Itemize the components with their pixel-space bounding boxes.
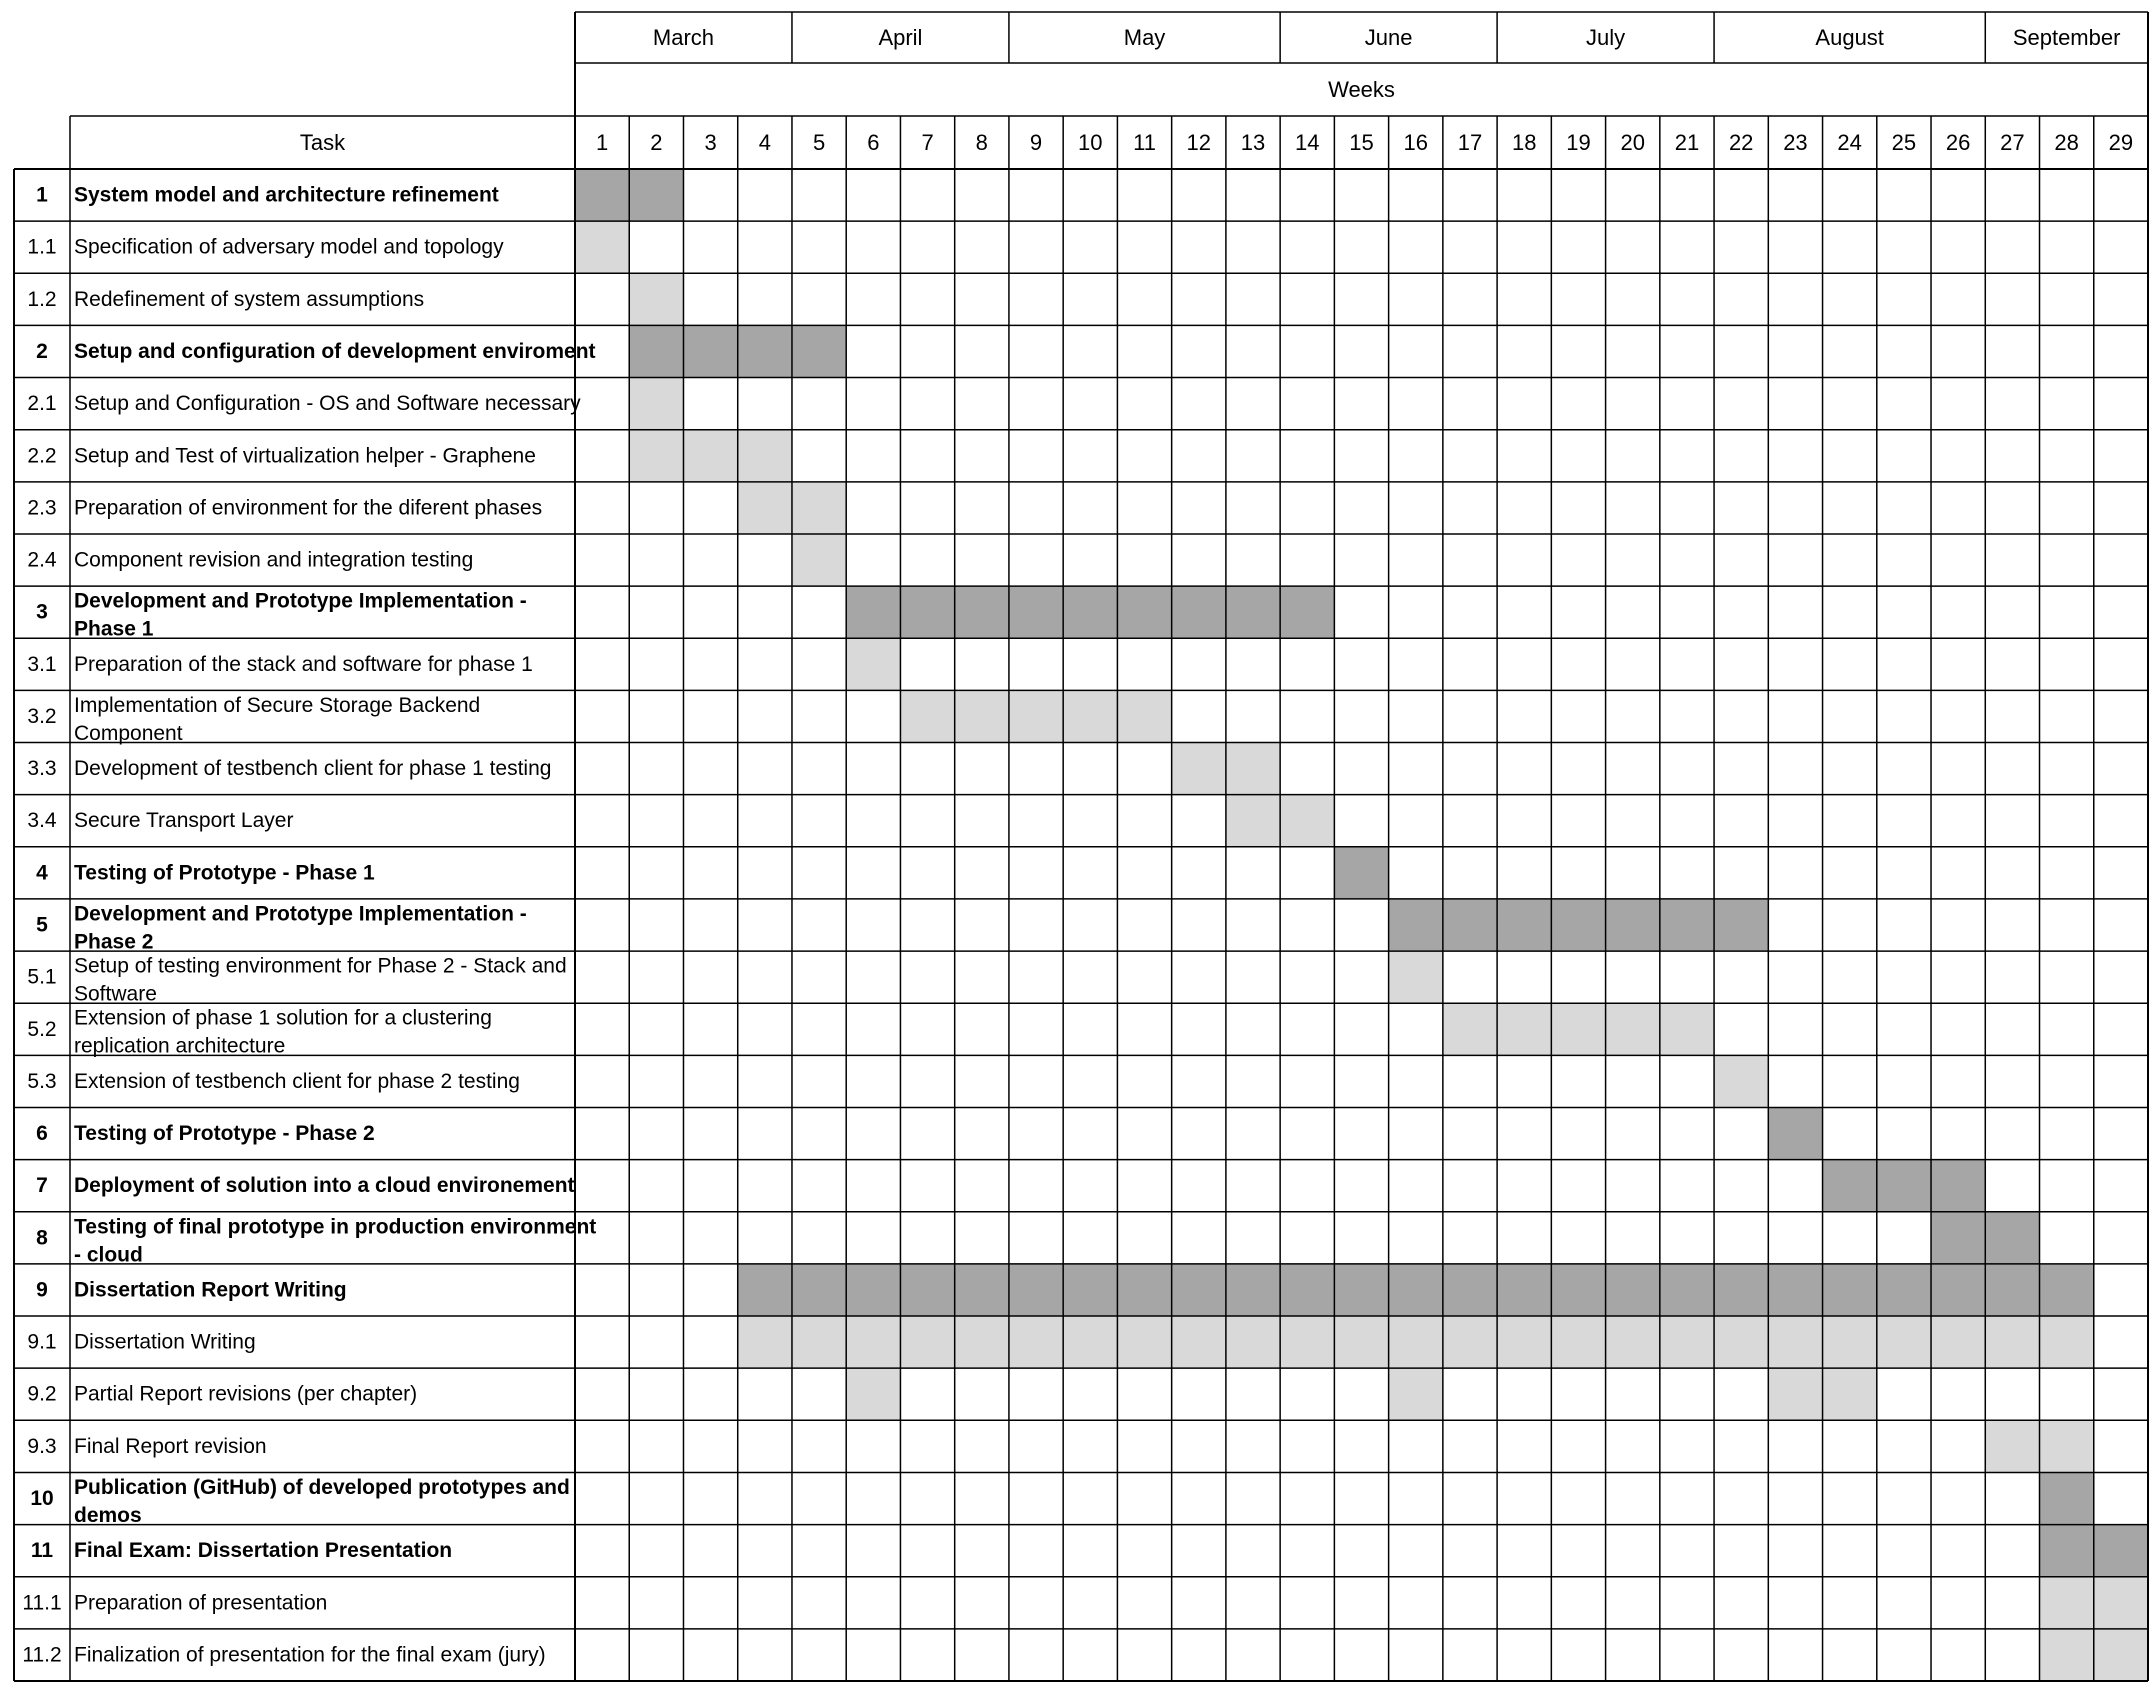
- task-number: 9.2: [27, 1382, 57, 1406]
- task-name: Setup and configuration of development enviroment: [74, 339, 596, 363]
- task-bar-4: [1334, 847, 1388, 899]
- week-number-label: 23: [1783, 130, 1808, 155]
- task-bar-9-2: [1389, 1368, 1443, 1420]
- task-number: 3.1: [27, 652, 57, 676]
- task-name: Implementation of Secure Storage Backend: [74, 693, 481, 717]
- weeks-label: Weeks: [1328, 77, 1395, 102]
- task-name-continued: Phase 2: [74, 930, 154, 954]
- week-number-label: 12: [1186, 130, 1212, 155]
- task-number: 5: [36, 913, 48, 937]
- week-number-label: 16: [1403, 130, 1428, 155]
- grid-layer: [14, 12, 2148, 1681]
- task-name: Preparation of presentation: [74, 1591, 328, 1615]
- task-name: Final Report revision: [74, 1434, 267, 1458]
- task-name: Setup and Test of virtualization helper - Graphene: [74, 444, 536, 468]
- task-bar-2-2: [629, 430, 792, 482]
- task-bar-9-2: [846, 1368, 900, 1420]
- task-name: Preparation of environment for the diferent phases: [74, 496, 543, 520]
- week-number-label: 8: [975, 130, 988, 155]
- week-number-label: 7: [921, 130, 934, 155]
- task-name-continued: replication architecture: [74, 1034, 286, 1058]
- task-bar-7: [1823, 1160, 1986, 1212]
- week-number-label: 29: [2108, 130, 2134, 155]
- task-bar-2-4: [792, 534, 846, 586]
- task-name: Component revision and integration testing: [74, 548, 474, 572]
- week-number-label: 24: [1837, 130, 1862, 155]
- month-label-september: September: [2012, 25, 2121, 50]
- task-bar-9: [738, 1264, 2094, 1316]
- task-name-continued: Component: [74, 721, 183, 745]
- week-number-label: 26: [1945, 130, 1971, 155]
- task-name-continued: - cloud: [74, 1243, 143, 1267]
- week-number-label: 20: [1620, 130, 1645, 155]
- task-number: 3.3: [27, 757, 57, 781]
- week-number-label: 11: [1133, 130, 1156, 155]
- task-bar-9-3: [1985, 1420, 2039, 1472]
- task-name: Development of testbench client for phase 1 testing: [74, 757, 552, 781]
- task-bar-9-3: [2040, 1420, 2094, 1472]
- week-number-label: 13: [1240, 130, 1266, 155]
- month-label-july: July: [1586, 25, 1626, 50]
- task-bar-1-1: [575, 221, 629, 273]
- week-number-label: 6: [867, 130, 880, 155]
- task-number: 3.4: [27, 809, 57, 833]
- task-number: 2: [36, 339, 48, 363]
- week-number-label: 9: [1029, 130, 1043, 155]
- task-name-continued: demos: [74, 1503, 142, 1527]
- task-number: 7: [36, 1174, 48, 1198]
- week-number-label: 1: [595, 130, 609, 155]
- task-number: 3: [36, 600, 48, 624]
- task-number: 11.1: [22, 1591, 62, 1615]
- task-number: 2.4: [27, 548, 57, 572]
- task-number: 10: [30, 1487, 54, 1511]
- task-bar-9-1: [738, 1316, 2094, 1368]
- task-name: System model and architecture refinement: [74, 183, 499, 207]
- task-column-label: Task: [299, 130, 346, 155]
- week-number-label: 10: [1078, 130, 1103, 155]
- month-label-june: June: [1364, 25, 1413, 50]
- task-bar-3-1: [846, 638, 900, 690]
- week-number-label: 18: [1511, 130, 1537, 155]
- task-name: Redefinement of system assumptions: [74, 287, 425, 311]
- task-bar-5-1: [1389, 951, 1443, 1003]
- week-number-label: 19: [1566, 130, 1591, 155]
- task-name-continued: Phase 1: [74, 617, 154, 641]
- week-number-label: 5: [812, 130, 826, 155]
- task-bar-6: [1768, 1107, 1822, 1159]
- task-number: 2.2: [27, 444, 57, 468]
- week-number-label: 4: [758, 130, 771, 155]
- week-number-label: 3: [704, 130, 717, 155]
- task-name: Extension of phase 1 solution for a clustering: [74, 1006, 492, 1030]
- task-name: Finalization of presentation for the final exam (jury): [74, 1643, 546, 1667]
- task-name: Development and Prototype Implementation -: [74, 902, 527, 926]
- task-number: 9: [36, 1278, 48, 1302]
- task-name: Specification of adversary model and topology: [74, 235, 504, 259]
- task-number: 2.3: [27, 496, 57, 520]
- task-number: 4: [36, 861, 48, 885]
- task-number: 5.2: [27, 1017, 57, 1041]
- week-number-label: 15: [1349, 130, 1374, 155]
- task-name: Dissertation Report Writing: [74, 1278, 347, 1302]
- task-name: Testing of Prototype - Phase 2: [74, 1122, 375, 1146]
- task-number: 11.2: [22, 1643, 62, 1667]
- task-number: 3.2: [27, 704, 57, 728]
- task-name: Setup of testing environment for Phase 2 - Stack and: [74, 954, 567, 978]
- week-number-label: 28: [2054, 130, 2079, 155]
- task-bar-5-3: [1714, 1055, 1768, 1107]
- week-number-label: 14: [1295, 130, 1320, 155]
- month-label-august: August: [1815, 25, 1884, 50]
- task-number: 9.3: [27, 1434, 57, 1458]
- task-name: Partial Report revisions (per chapter): [74, 1382, 418, 1406]
- task-name: Extension of testbench client for phase 2 testing: [74, 1069, 520, 1093]
- task-name: Deployment of solution into a cloud environement: [74, 1174, 575, 1198]
- task-number: 9.1: [27, 1330, 57, 1354]
- task-number: 8: [36, 1226, 48, 1250]
- bars-layer: [575, 169, 2148, 1681]
- task-bar-2-1: [629, 378, 683, 430]
- week-number-label: 25: [1891, 130, 1917, 155]
- task-name: Final Exam: Dissertation Presentation: [74, 1539, 453, 1563]
- week-number-label: 21: [1674, 130, 1700, 155]
- task-bar-5: [1389, 899, 1769, 951]
- task-bar-3-2: [900, 690, 1171, 742]
- task-bar-3: [846, 586, 1334, 638]
- task-number: 2.1: [27, 392, 57, 416]
- week-number-label: 17: [1457, 130, 1483, 155]
- task-name: Publication (GitHub) of developed prototypes and: [74, 1475, 570, 1499]
- task-name: Development and Prototype Implementation -: [74, 589, 527, 613]
- task-number: 5.1: [27, 965, 57, 989]
- week-number-label: 2: [650, 130, 663, 155]
- task-number: 1: [36, 183, 48, 207]
- task-number: 6: [36, 1122, 48, 1146]
- task-name: Secure Transport Layer: [74, 809, 294, 833]
- task-bar-10: [2040, 1472, 2094, 1524]
- task-name: Testing of final prototype in production environment: [74, 1215, 597, 1239]
- task-name: Dissertation Writing: [74, 1330, 256, 1354]
- month-label-april: April: [878, 25, 923, 50]
- week-number-label: 22: [1728, 130, 1754, 155]
- task-name: Preparation of the stack and software for phase 1: [74, 652, 533, 676]
- task-name-continued: Software: [74, 982, 157, 1006]
- task-name: Setup and Configuration - OS and Software necessary: [74, 392, 581, 416]
- month-label-march: March: [652, 25, 715, 50]
- task-number: 11: [30, 1539, 54, 1563]
- week-number-label: 27: [2000, 130, 2025, 155]
- task-bar-1-2: [629, 273, 683, 325]
- month-label-may: May: [1123, 25, 1166, 50]
- task-number: 5.3: [27, 1069, 57, 1093]
- task-number: 1.1: [27, 235, 57, 259]
- task-name: Testing of Prototype - Phase 1: [74, 861, 375, 885]
- task-bar-5-2: [1443, 1003, 1714, 1055]
- task-number: 1.2: [27, 287, 57, 311]
